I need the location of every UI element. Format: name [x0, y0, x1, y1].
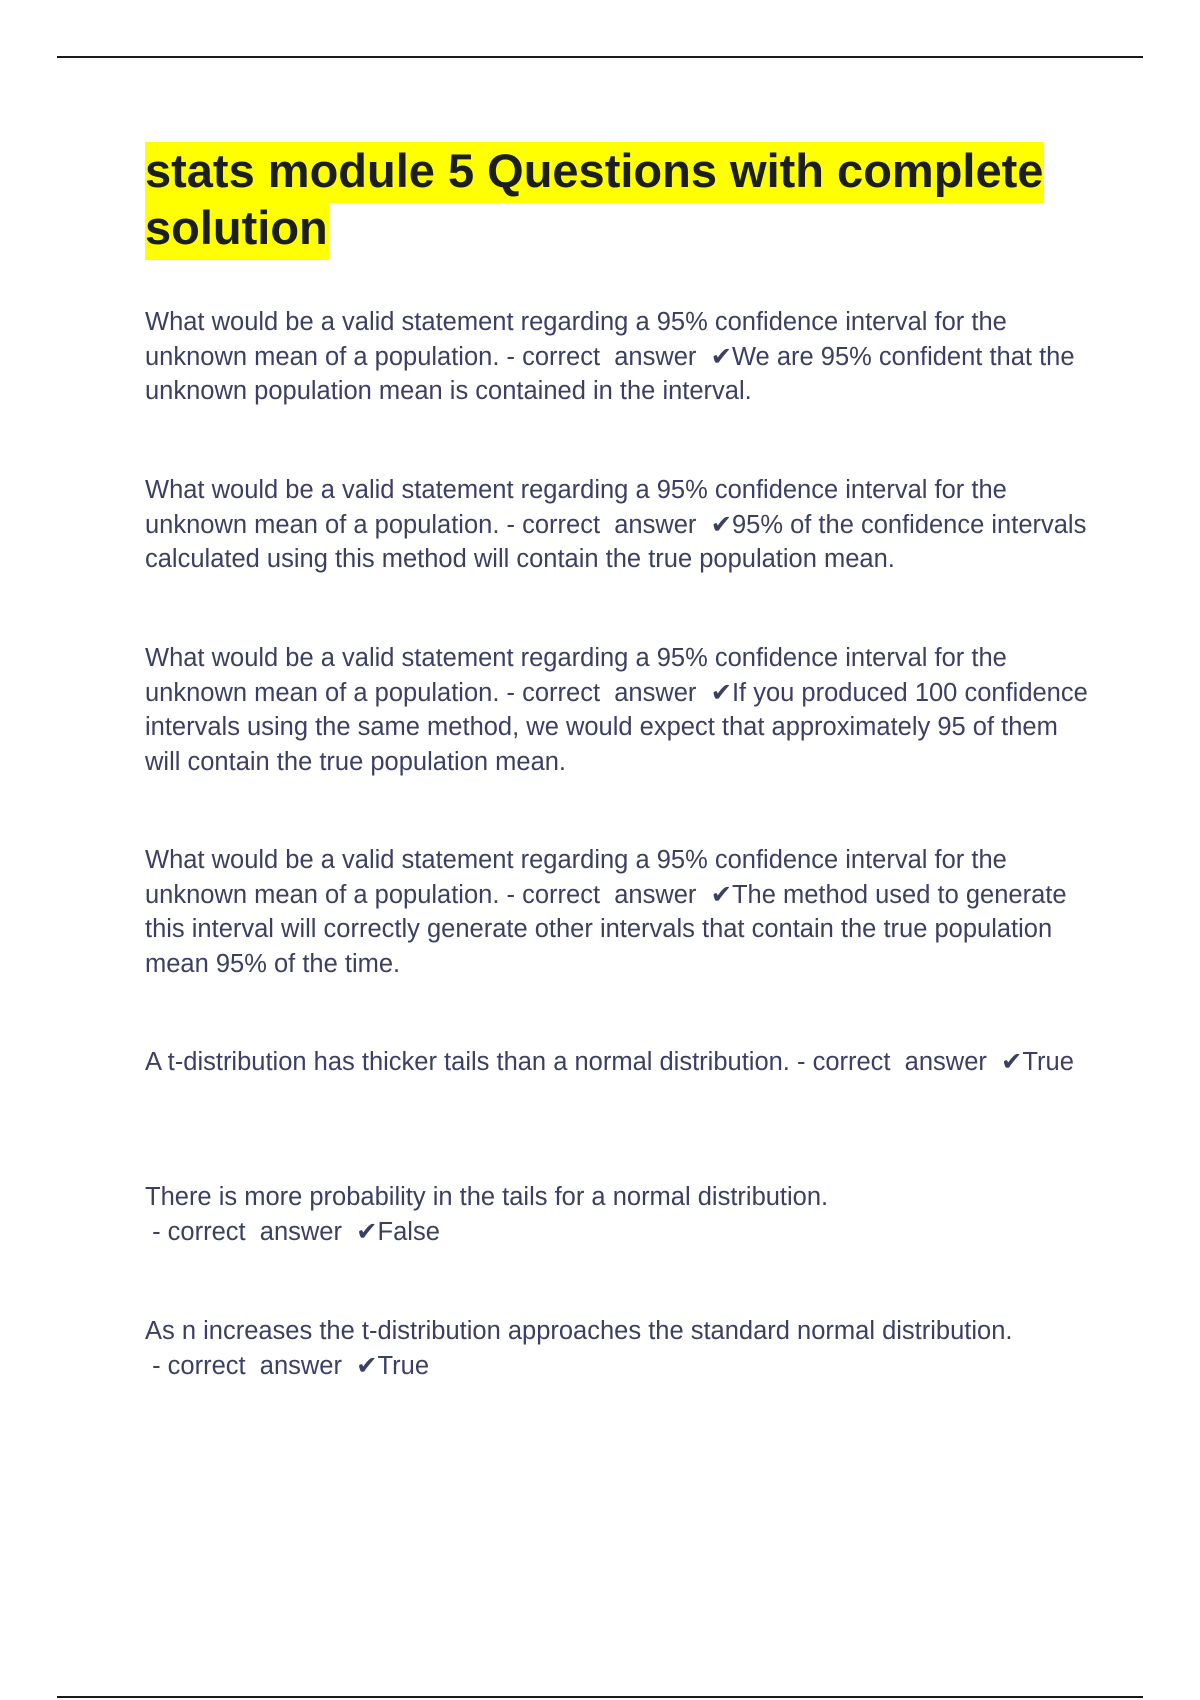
question-text: What would be a valid statement regarding a 95% confidence interval for the unknown mean of a population. — [145, 476, 1007, 539]
document-title — [145, 142, 1105, 256]
question-text: What would be a valid statement regarding a 95% confidence interval for the unknown mean of a population. — [145, 308, 1007, 371]
answer-text: The method used to generate this interval will correctly generate other intervals that contain the true population mean 95% of the time. — [145, 880, 1067, 978]
qa-item — [145, 843, 1095, 981]
header-rule — [57, 56, 1143, 58]
answer-label: - correct answer ✔ — [145, 1217, 378, 1246]
answer-label: - correct answer ✔ — [499, 880, 732, 909]
qa-item — [145, 473, 1095, 577]
qa-item — [145, 1314, 1095, 1383]
title-highlight: stats module 5 Questions with complete solution — [145, 142, 1044, 260]
qa-item — [145, 1045, 1095, 1080]
question-text: What would be a valid statement regarding a 95% confidence interval for the unknown mean of a population. — [145, 644, 1007, 707]
answer-text: 95% of the confidence intervals calculated using this method will contain the true population mean. — [145, 510, 1087, 573]
qa-item — [145, 305, 1095, 409]
answer-label: - correct answer ✔ — [499, 510, 732, 539]
question-text: A t-distribution has thicker tails than a normal distribution. — [145, 1048, 790, 1076]
answer-label: - correct answer ✔ — [499, 342, 732, 371]
answer-text: We are 95% confident that the unknown population mean is contained in the interval. — [145, 342, 1075, 405]
question-text: What would be a valid statement regarding a 95% confidence interval for the unknown mean of a population. — [145, 846, 1007, 909]
answer-label: - correct answer ✔ — [789, 1048, 1023, 1076]
qa-item — [145, 1180, 1095, 1249]
answer-text: If you produced 100 confidence intervals using the same method, we would expect that approximately 95 of them will contain the true population mean. — [145, 678, 1088, 776]
footer-rule — [57, 1696, 1143, 1698]
answer-label: - correct answer ✔ — [499, 678, 732, 707]
answer-label: - correct answer ✔ — [145, 1351, 378, 1380]
question-text: As n increases the t-distribution approaches the standard normal distribution. — [145, 1317, 1013, 1345]
answer-text: True — [377, 1351, 430, 1380]
qa-item — [145, 641, 1095, 779]
question-text: There is more probability in the tails for a normal distribution. — [145, 1183, 829, 1211]
answer-text: False — [377, 1217, 440, 1246]
answer-text: True — [1022, 1048, 1074, 1076]
